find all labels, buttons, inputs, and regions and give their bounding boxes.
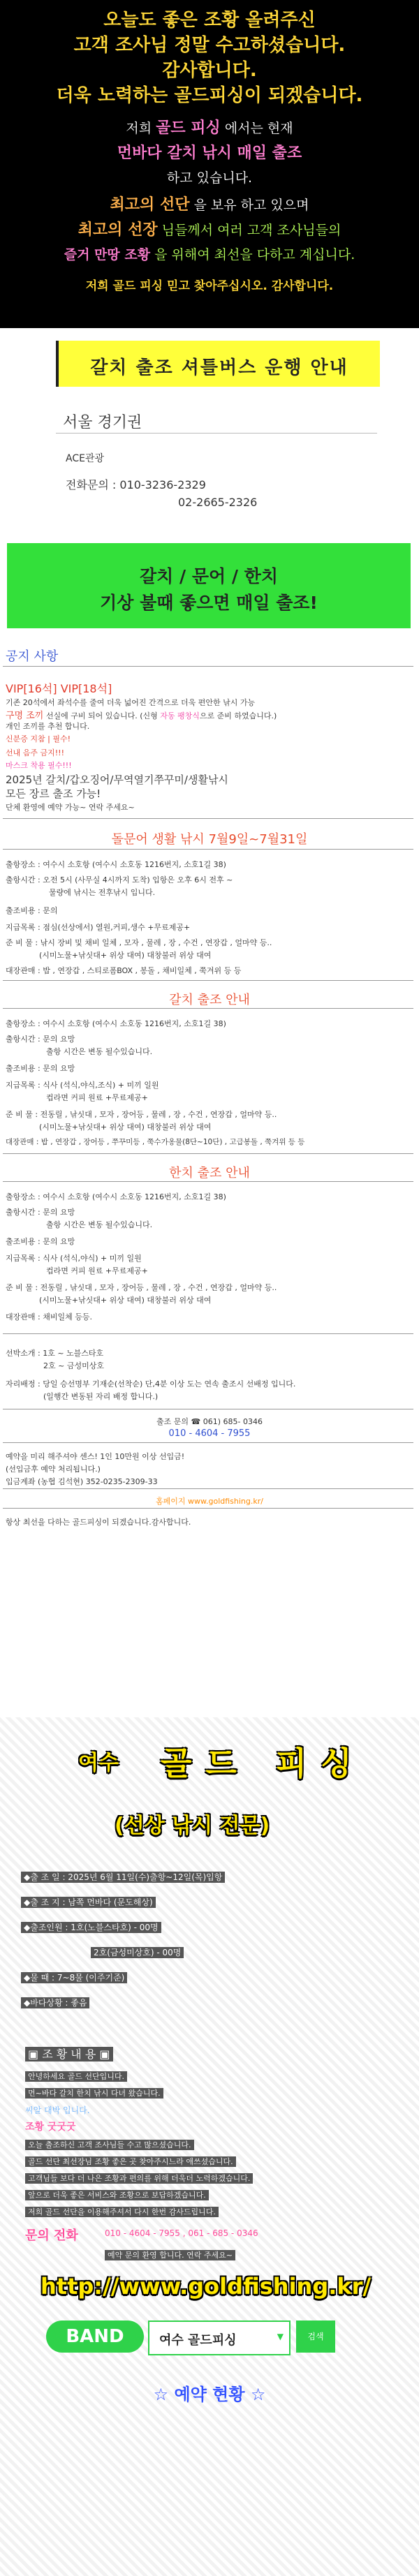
section-row: 출항 시간은 변동 될수있습니다. [46,1220,153,1229]
green-banner [0,538,419,635]
gold-title: 골드 피싱 [161,1745,366,1782]
reservation-r2: (선입금후 예약 처리됩니다.) [6,1465,101,1474]
banner [0,0,419,328]
gold-subtitle: (선상 낚시 전문) [115,1814,270,1838]
notice-title: 공지 사항 [6,649,59,664]
report-section-title: ▣ 조 황 내 용 ▣ [25,2045,113,2061]
notice-n1: 기존 20석에서 좌석수를 줄여 더욱 넓어진 간격으로 더욱 편안한 낚시 가능 [6,698,256,707]
section-row: 출항장소 : 여수시 소호항 (여수시 소호동 1216번지, 소호1길 38) [6,1192,226,1201]
section-row: 출항장소 : 여수시 소호항 (여수시 소호동 1216번지, 소호1길 38) [6,1019,226,1028]
divider [3,1181,413,1182]
divider [3,1153,413,1154]
divider [3,1333,413,1334]
section-row: 지급목록 : 점심(선상에서) 열원,커피,생수 +무료제공+ [6,923,191,932]
banner-p1: 저희 골드 피싱 에서는 현재 [126,119,293,137]
shuttle-card [0,328,419,538]
homepage-link[interactable]: 홈페이지 www.goldfishing.kr/ [156,1497,263,1506]
banner-line1: 오늘도 좋은 조황 올려주신 [103,10,316,31]
section-row: 출조비용 : 문의 요망 [6,1064,75,1073]
report-g6: 골드 선단 최선장님 조황 좋은 곳 찾아주시느라 애쓰셨습니다. [25,2156,236,2167]
notice-n7: 2025년 갈치/갑오징어/무역열기쭈꾸미/생활낚시 [6,773,228,786]
reservation-r3: 입금계좌 (농협 김석현) 352-0235-2309-33 [6,1477,158,1486]
report-g5: 오늘 출조하신 고객 조사님들 수고 많으셨습니다. [25,2139,194,2150]
reservation-status[interactable]: ☆ 예약 현황 ☆ [153,2385,266,2404]
banner-p3: 하고 있습니다. [166,170,253,186]
banner-p2: 먼바다 갈치 낚시 매일 출조 [117,145,302,162]
goldfishing-report [0,1717,419,2576]
contact-mobile[interactable]: 010 - 4604 - 7955 [168,1428,251,1439]
section-row: (시미노물+낚싯대+ 위상 대여) 대창불러 위상 대여 [39,1296,212,1305]
boats-b1: 선박소개 : 1호 ~ 노블스타호 [6,1349,104,1358]
green-line2: 기상 불때 좋으면 매일 출조! [100,593,318,613]
info-people: ◆출조인원 : 1호(노블스타호) - 00명 [21,1921,161,1933]
yeosu-label: 여수 [78,1751,119,1775]
notice-n5: 선내 음주 금지!!! [6,748,64,757]
divider [3,818,413,819]
notice-n8: 모든 장르 출조 가능! [6,787,101,800]
divider [3,1442,413,1443]
notice-n6: 마스크 착용 필수!!! [6,761,72,770]
contact-label: 문의 전화 [25,2228,78,2243]
homepage-url[interactable]: http://www.goldfishing.kr/ [41,2273,372,2300]
report-g2: 먼~바다 갈치 한치 낚시 다녀 왔습니다. [25,2087,163,2098]
shuttle-region: 서울 경기권 [63,414,142,431]
section-row: (시미노물+낚싯대+ 위상 대여) 대창불러 위상 대여 [39,1123,212,1132]
banner-line4: 더욱 노력하는 골드피싱이 되겠습니다. [56,85,363,106]
divider [3,1508,413,1509]
section-title-squid: 한치 출조 안내 [169,1166,250,1180]
divider [3,666,413,667]
info-people2: 2호(금성미상호) - 00명 [91,1946,184,1958]
section-row: 컵라면 커피 원료 +무료제공+ [46,1266,148,1275]
reservation-r1: 예약을 미리 해주셔야 센스! 1인 10만원 이상 선입금! [6,1452,185,1461]
band-search-label: 검색 [307,2332,324,2341]
shuttle-phone2: 02-2665-2326 [178,496,258,509]
divider [3,1488,413,1489]
banner-p4: 최고의 선단 을 보유 하고 있으며 [110,196,309,214]
section-row: 출항장소 : 여수시 소호항 (여수시 소호동 1216번지, 소호1길 38) [6,860,226,869]
banner-line2: 고객 조사님 정말 수고하셨습니다. [73,35,346,56]
band-logo[interactable] [46,2320,144,2353]
divider [3,849,413,850]
info-area: ◆출 조 지 : 남쪽 먼바다 (문도해상) [21,1896,156,1908]
section-row: 준 비 물 : 전동릴 , 낚싯대 , 모자 , 장어등 , 물레 , 장 , 수건 , 연장갑 , 얼마약 등.. [6,1283,277,1292]
section-row: 대장관매 : 채비일체 등등. [6,1312,92,1322]
section-row: 출항 시간은 변동 될수있습니다. [46,1047,153,1056]
divider [56,433,377,434]
chevron-down-icon: ▼ [277,2332,284,2341]
section-row: 대장관매 : 밥 , 연장갑 , 스티로폼BOX , 봉돌 , 채비일체 , 쭉겨위 등 등 [6,966,242,975]
section-row: 출항시간 : 문의 요망 [6,1035,75,1044]
notice-vip: VIP[16석] VIP[18석] [6,682,112,695]
contact-call: 출조 문의 ☎ 061) 685- 0346 [156,1417,263,1426]
green-box [7,543,411,628]
notice-n9: 단체 환영에 예약 가능~ 연락 주세요~ [6,803,135,812]
contact-numbers[interactable]: 010 - 4604 - 7955 , 061 - 685 - 0346 [105,2228,258,2238]
shuttle-header [56,341,380,387]
section-row: 대장관매 : 밥 , 연장갑 , 장어등 , 쭈꾸미등 , 쭉수가옹물(8단~10단) , 고급봉돌 , 쭉겨위 등 등 [6,1138,305,1146]
info-sea: ◆바다상황 : 좋음 [21,1997,89,2008]
section-row: 컵라면 커피 원료 +무료제공+ [46,1093,148,1102]
section-title-octopus: 돌문어 생활 낚시 7월9일~7월31일 [111,832,308,847]
section-row: 출조비용 : 문의 [6,906,58,915]
divider [3,1008,413,1009]
report-g4: 조황 굿굿굿 [25,2122,76,2133]
shuttle-phone1: 전화문의 : 010-3236-2329 [66,478,206,491]
report-g3: 씨알 대박 입니다. [25,2105,90,2115]
section-row: 준 비 물 : 전동릴 , 낚싯대 , 모자 , 장어등 , 물레 , 장 , 수건 , 연장갑 , 얼마약 등.. [6,1110,277,1119]
contact-note: 예약 문의 환영 합니다. 연락 주세요~ [105,2249,235,2260]
section-row: 출항시간 : 문의 요망 [6,1208,75,1217]
info-date: ◆출 조 일 : 2025년 6월 11일(수)출항~12일(목)입항 [21,1871,225,1883]
band-label: BAND [66,2326,124,2347]
section-row: 물량에 낚시는 전후낚시 입니다. [49,888,156,897]
green-line1: 갈치 / 문어 / 한치 [140,566,278,586]
shuttle-company: ACE관광 [66,453,105,464]
notice-n4: 신분증 지참 | 필수! [6,734,71,743]
divider [3,980,413,981]
boats-b2: 2호 ~ 금성미상호 [43,1361,104,1370]
boats-seat2: (일행간 변동된 자리 배정 합니다.) [43,1392,159,1401]
notice-n3: 개인 조끼를 추천 합니다. [6,722,90,731]
footer-thanks: 항상 최선을 다하는 골드피싱이 되겠습니다.감사합니다. [6,1518,191,1527]
section-row: (시미노물+낚싯대+ 위상 대여) 대창불러 위상 대여 [39,951,212,960]
band-field-text: 여수 골드피싱 [159,2333,237,2348]
section-row: 지급목록 : 식사 (석식,야식,조식) + 미끼 일원 [6,1081,159,1090]
banner-p6: 즐거 만땅 조황 을 위해여 최선을 다하고 계십니다. [64,247,355,262]
section-row: 출항시간 : 오전 5시 (사무실 4시까지 도착) 입항은 오후 6시 전후 ~ [6,875,233,884]
shuttle-title: 갈치 출조 셔틀버스 운행 안내 [90,357,348,378]
banner-line3: 감사합니다. [162,60,257,81]
report-g7: 고객님들 보다 더 나은 조황과 편의를 위해 더욱더 노력하겠습니다. [25,2172,253,2184]
band-search-button[interactable] [296,2320,335,2353]
banner-p5: 최고의 선장 님들께서 여러 고객 조사님들의 [78,221,341,239]
section-row: 출조비용 : 문의 요망 [6,1237,75,1246]
report-g8: 앞으로 더욱 좋은 서비스와 조황으로 보답하겠습니다. [25,2189,209,2200]
banner-p7: 저희 골드 피싱 믿고 찾아주십시오. 감사합니다. [85,279,334,293]
report-g1: 안녕하세요 골드 선단입니다. [25,2071,127,2082]
section-title-hairtail: 갈치 출조 안내 [169,993,250,1007]
band-search-field[interactable] [148,2320,291,2355]
report-g9: 저희 골드 선단을 이용해주셔서 다시 한번 감사드립니다. [25,2206,219,2217]
section-row: 지급목록 : 식사 (석식,야식) + 미끼 일원 [6,1254,142,1263]
info-tide: ◆물 때 : 7~8물 (이주기준) [21,1971,127,1983]
section-row: 준 비 물 : 낚시 장비 및 채비 일체 , 모자 , 물레 , 장 , 수건 , 연장갑 , 얼마약 등.. [6,938,272,947]
notice-n2: 구명 조끼 선실에 구비 되어 있습니다. (신형 자동 팽창식으로 준비 하였습니다.) [6,711,277,721]
boats-seat: 자리배정 : 당일 승선명부 기재순(선착순) 단,4분 이상 도는 연속 출조시 선배정 입니다. [6,1379,296,1389]
